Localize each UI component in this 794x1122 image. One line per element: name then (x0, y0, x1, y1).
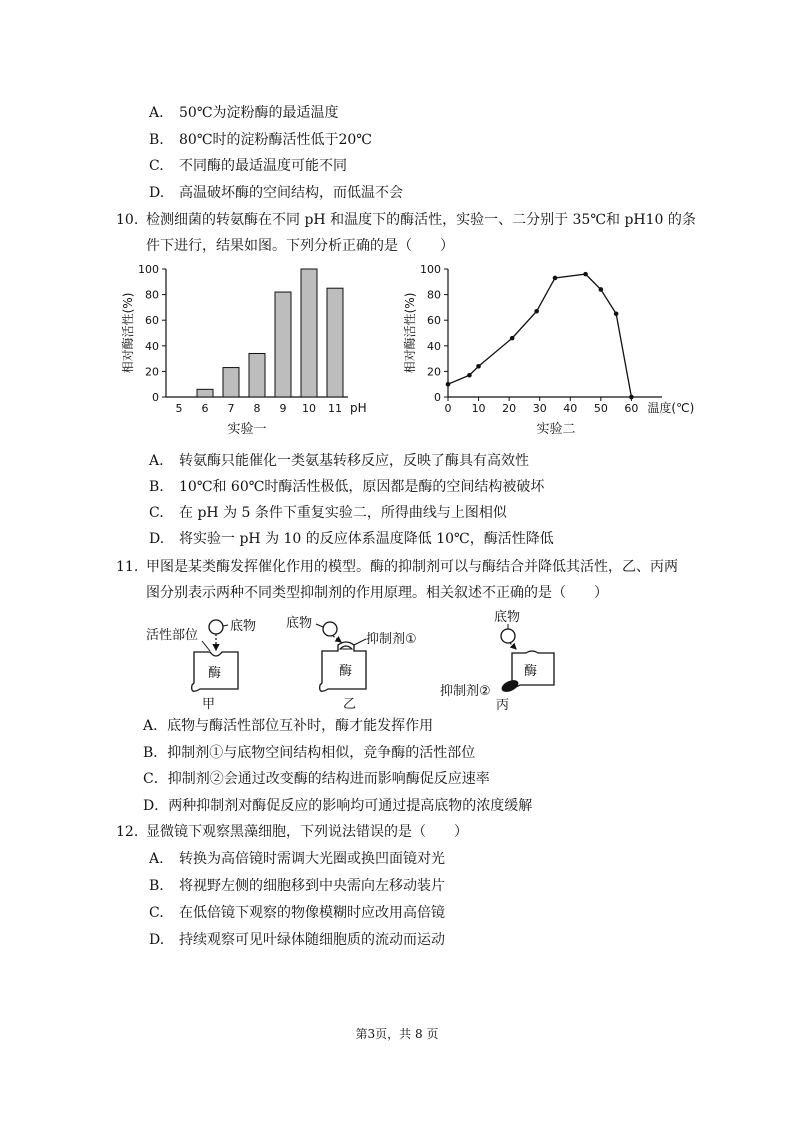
chart-caption: 实验二 (536, 422, 576, 437)
y-tick-label: 60 (427, 314, 441, 328)
data-point (614, 312, 619, 317)
x-axis-label: 温度(℃) (647, 401, 695, 415)
yi-caption: 乙 (343, 697, 357, 712)
chart-experiment-1 (118, 258, 378, 444)
bing-substrate-label: 底物 (494, 610, 521, 625)
bar (197, 389, 213, 397)
q12-option-b: B. 将视野左侧的细胞移到中央需向左移动装片 (149, 878, 445, 894)
enzyme-diagram-svg (140, 605, 600, 715)
bing-inhibitor-label: 抑制剂② (440, 684, 491, 699)
yi-arrow (333, 636, 341, 642)
data-point (476, 364, 481, 369)
jia-substrate-pointer (223, 625, 228, 626)
jia-caption: 甲 (202, 697, 216, 712)
q11-option-a: A．底物与酶活性部位互补时，酶才能发挥作用 (143, 718, 434, 734)
data-point (534, 309, 539, 314)
bar (327, 288, 343, 397)
diagram-yi (286, 615, 417, 712)
data-point (583, 272, 588, 277)
y-tick-label: 100 (138, 263, 159, 276)
data-point (510, 336, 515, 341)
q10-option-d: D. 将实验一 pH 为 10 的反应体系温度降低 10℃，酶活性降低 (149, 531, 554, 547)
bar (223, 368, 239, 397)
jia-active-site-pointer (202, 641, 210, 651)
bar (301, 269, 317, 397)
jia-active-site-label: 活性部位 (146, 628, 199, 643)
y-tick-label: 20 (145, 365, 159, 379)
q11-stem-line1: 11. 甲图是某类酶发挥催化作用的模型。酶的抑制剂可以与酶结合并降低其活性，乙、丙两 (116, 559, 678, 575)
series-line (448, 274, 631, 397)
bing-substrate-circle (501, 629, 515, 643)
bing-arrow (510, 643, 516, 649)
chart-experiment-2 (400, 258, 710, 444)
x-tick-label: 60 (624, 402, 639, 415)
y-axis-label: 相对酶活性(%) (403, 292, 417, 374)
diagram-bing (440, 609, 554, 713)
q10-stem-line2: 件下进行，结果如图。下列分析正确的是（ ） (146, 238, 454, 254)
yi-substrate-circle (323, 622, 337, 636)
y-tick-label: 60 (145, 314, 159, 328)
x-tick-label: 20 (502, 402, 517, 415)
x-tick-label: 10 (302, 402, 316, 415)
y-tick-label: 80 (427, 288, 441, 302)
y-axis-label: 相对酶活性(%) (121, 292, 135, 374)
y-tick-label: 20 (427, 365, 441, 379)
q11-option-b: B．抑制剂①与底物空间结构相似，竞争酶的活性部位 (143, 745, 476, 761)
x-tick-label: 50 (593, 402, 608, 415)
q12-option-d: D. 持续观察可见叶绿体随细胞质的流动而运动 (149, 932, 445, 948)
x-tick-label: 11 (328, 402, 342, 415)
q12-stem: 12. 显微镜下观察黑藻细胞，下列说法错误的是（ ） (116, 824, 468, 840)
q11-stem-line2: 图分别表示两种不同类型抑制剂的作用原理。相关叙述不正确的是（ ） (146, 585, 608, 601)
x-tick-label: 30 (532, 402, 547, 415)
q9-option-c: C. 不同酶的最适温度可能不同 (149, 158, 347, 174)
bar (249, 353, 265, 397)
yi-substrate-label: 底物 (286, 616, 313, 631)
x-tick-label: 5 (175, 402, 183, 415)
yi-inhibitor-pointer (354, 639, 366, 645)
chart-caption: 实验一 (227, 422, 267, 437)
q9-option-d: D. 高温破坏酶的空间结构，而低温不会 (149, 185, 403, 201)
bar (275, 292, 291, 397)
y-tick-label: 0 (434, 391, 441, 404)
yi-enzyme-label: 酶 (339, 664, 353, 679)
bing-enzyme-label: 酶 (524, 664, 538, 679)
q10-option-a: A. 转氨酶只能催化一类氨基转移反应，反映了酶具有高效性 (149, 453, 529, 469)
yi-inhibitor-label: 抑制剂① (366, 632, 417, 647)
enzyme-inhibitor-figure (140, 605, 600, 719)
bing-caption: 丙 (496, 698, 510, 713)
q11-option-c: C．抑制剂②会通过改变酶的结构进而影响酶促反应速率 (143, 771, 490, 787)
q9-option-b: B. 80℃时的淀粉酶活性低于20℃ (149, 132, 372, 148)
diagram-jia (146, 618, 256, 712)
page-footer: 第3页，共 8 页 (355, 1027, 439, 1041)
line-chart-svg (400, 258, 710, 440)
q10-option-c: C. 在 pH 为 5 条件下重复实验二，所得曲线与上图相似 (149, 505, 507, 521)
data-point (629, 395, 634, 400)
jia-substrate-circle (209, 620, 223, 634)
q12-option-c: C. 在低倍镜下观察的物像模糊时应改用高倍镜 (149, 905, 445, 921)
q10-stem-line1: 10. 检测细菌的转氨酶在不同 pH 和温度下的酶活性，实验一、二分别于 35℃和 pH10 的条 (116, 212, 696, 228)
y-tick-label: 40 (427, 339, 441, 353)
q10-option-b: B. 10℃和 60℃时酶活性极低，原因都是酶的空间结构被破坏 (149, 479, 545, 495)
x-tick-label: 8 (253, 402, 261, 415)
yi-substrate-pointer (316, 624, 323, 627)
bar-chart-svg (118, 258, 378, 440)
q11-option-d: D．两种抑制剂对酶促反应的影响均可通过提高底物的浓度缓解 (143, 798, 533, 814)
x-tick-label: 10 (471, 402, 486, 415)
data-point (599, 287, 604, 292)
y-tick-label: 100 (420, 263, 441, 276)
x-tick-label: 40 (563, 402, 578, 415)
x-axis-label: pH (350, 401, 367, 415)
jia-substrate-label: 底物 (230, 619, 257, 634)
y-tick-label: 0 (152, 391, 159, 404)
x-tick-label: 6 (201, 402, 209, 415)
x-tick-label: 9 (279, 402, 287, 415)
data-point (467, 373, 472, 378)
x-tick-label: 0 (444, 402, 452, 415)
data-point (446, 382, 451, 387)
y-tick-label: 80 (145, 288, 159, 302)
q9-option-a: A. 50℃为淀粉酶的最适温度 (149, 105, 339, 121)
q12-option-a: A. 转换为高倍镜时需调大光圈或换凹面镜对光 (149, 851, 445, 867)
y-tick-label: 40 (145, 339, 159, 353)
data-point (553, 276, 558, 281)
x-tick-label: 7 (227, 402, 235, 415)
jia-enzyme-label: 酶 (208, 666, 222, 681)
